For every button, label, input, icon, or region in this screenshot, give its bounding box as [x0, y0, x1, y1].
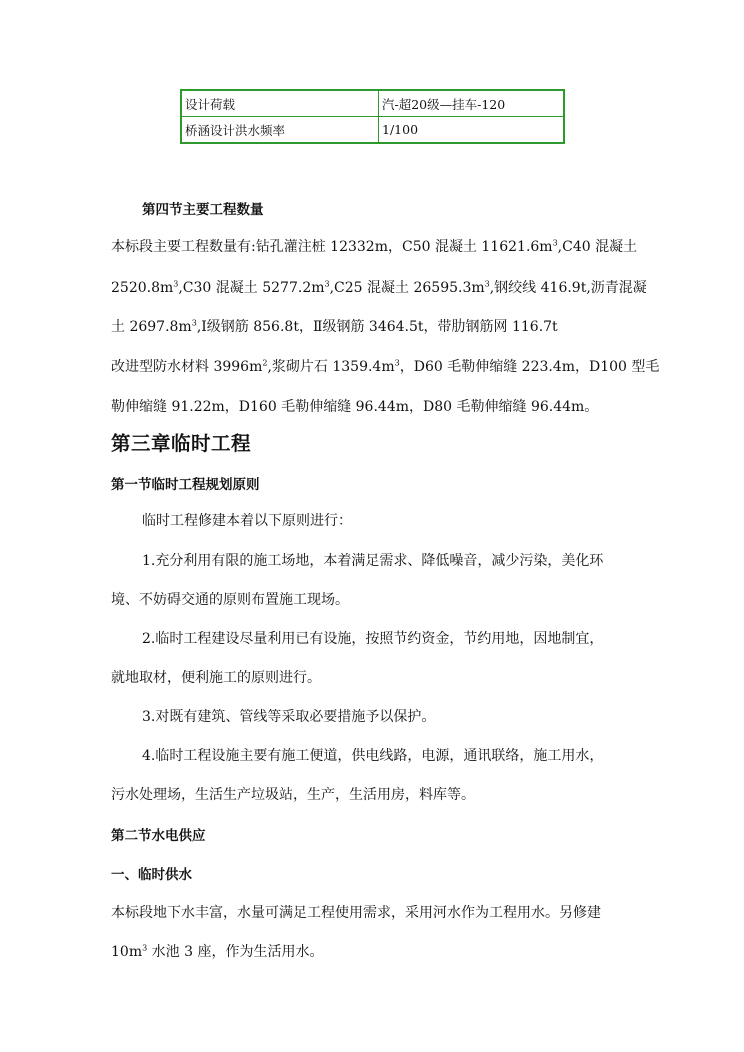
list-item: 2.临时工程建设尽量利用已有设施，按照节约资金，节约用地，因地制宜，	[142, 631, 604, 647]
section2-heading: 第二节水电供应	[111, 828, 206, 844]
paragraph-line: 本标段主要工程数量有:钻孔灌注桩 12332m，C50 混凝土 $11621.6m^3,C40$ 混凝土	[111, 238, 638, 255]
design-spec-table	[180, 89, 565, 144]
paragraph-line: 土 $2697.8m^3,Ⅰ$级钢筋 856.8t，Ⅱ级钢筋 3464.5t，带肋钢筋网 116.7t	[111, 318, 558, 335]
chapter-title: 第三章临时工程	[111, 432, 252, 455]
subsection-heading: 一、临时供水	[111, 867, 192, 883]
section4-heading: 第四节主要工程数量	[142, 202, 264, 218]
paragraph-line: 本标段地下水丰富，水量可满足工程使用需求，采用河水作为工程用水。另修建	[111, 905, 601, 921]
paragraph-line: $2520.8m^3,C30$ 混凝土 $5277.2m^3,C25$ 混凝土 $26595.3m^3$,钢绞线 416.9t,沥青混凝	[111, 279, 647, 296]
table-cell-value: 1/100	[379, 117, 565, 144]
section1-heading: 第一节临时工程规划原则	[111, 477, 260, 493]
table-row	[181, 117, 564, 144]
list-item: 1.充分利用有限的施工场地，本着满足需求、降低噪音，减少污染，美化环	[142, 553, 604, 569]
paragraph-line: $10m^3$ 水池 3 座，作为生活用水。	[111, 943, 324, 960]
table-row	[181, 90, 564, 117]
table-cell-key: 设计荷载	[181, 90, 379, 117]
list-item: 4.临时工程设施主要有施工便道，供电线路，电源，通讯联络，施工用水，	[142, 748, 604, 764]
list-item: 3.对既有建筑、管线等采取必要措施予以保护。	[142, 709, 436, 725]
paragraph-line: 改进型防水材料 $3996m^2$,浆砌片石 $1359.4m^3$，D60 毛勒伸缩缝 223.4m，D100 型毛	[111, 358, 660, 375]
list-item-continuation: 境、不妨碍交通的原则布置施工现场。	[111, 592, 349, 608]
list-item-continuation: 污水处理场，生活生产垃圾站，生产，生活用房，料库等。	[111, 787, 475, 803]
paragraph-line: 临时工程修建本着以下原则进行：	[142, 513, 352, 529]
table-cell-key: 桥涵设计洪水频率	[181, 117, 379, 144]
paragraph-line: 勒伸缩缝 91.22m，D160 毛勒伸缩缝 96.44m，D80 毛勒伸缩缝 96.44m。	[111, 399, 599, 415]
list-item-continuation: 就地取材，便利施工的原则进行。	[111, 670, 321, 686]
table-cell-value: 汽-超20级—挂车-120	[379, 90, 565, 117]
